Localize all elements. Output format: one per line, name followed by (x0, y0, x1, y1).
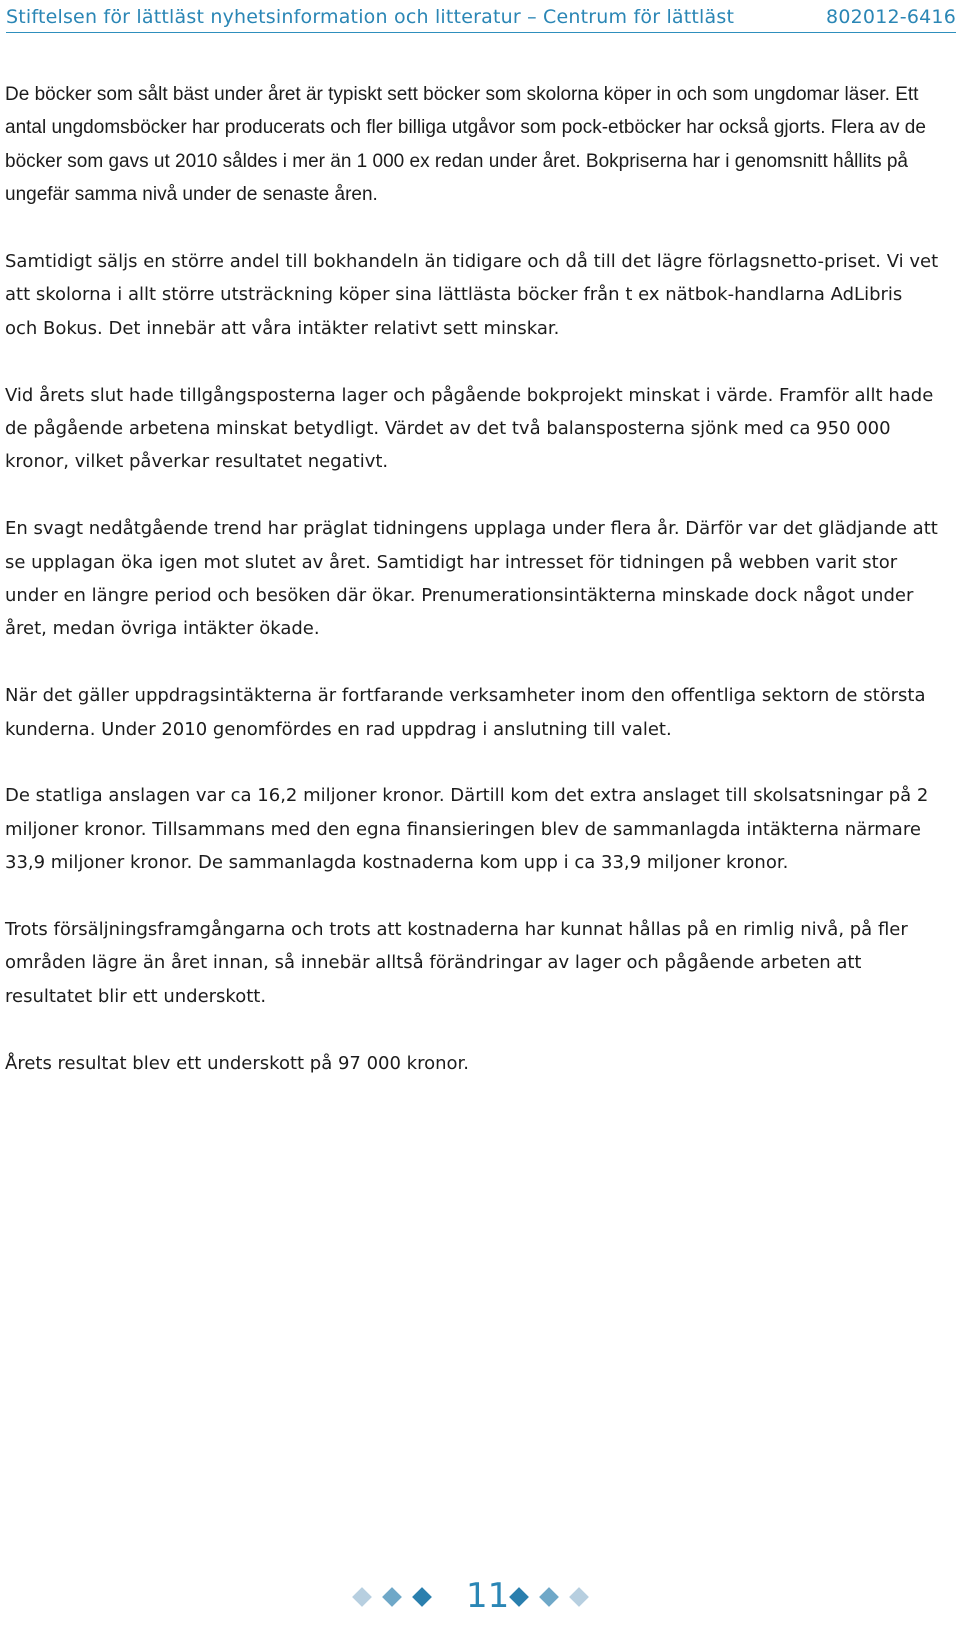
paragraph-grants: De statliga anslagen var ca 16,2 miljoner kronor. Därtill kom det extra anslaget till skolsatsningar på 2 miljoner kronor. Tillsammans med den egna finansieringen blev de sammanlagda intäkterna närmare 33,9 miljoner kronor. De sammanlagda kostnaderna kom upp i ca 33,9 miljoner kronor. (5, 785, 929, 874)
header-org-number: 802012-6416 (826, 6, 956, 28)
diamond-icon (412, 1587, 432, 1607)
paragraph-bookstore-sales: Samtidigt säljs en större andel till bokhandeln än tidigare och då till det lägre förlagsnetto-priset. Vi vet att skolorna i allt större utsträckning köper sina lättlästa böcker från t ex nätbok-handlarna AdLibris och Bokus. Det innebär att våra intäkter relativt sett minskar. (5, 251, 939, 339)
running-header (6, 2, 956, 33)
paragraph-bestsellers: De böcker som sålt bäst under året är typiskt sett böcker som skolorna köper in och som ungdomar läser. Ett antal ungdomsböcker har producerats och fler billiga utgåvor som pock-etböcker har också gjorts. Flera av de böcker som gavs ut 2010 såldes i mer än 1 000 ex redan under året. Bokpriserna har i genomsnitt hållits på ungefär samma nivå under de senaste åren. (5, 84, 926, 206)
paragraph-commission-income: När det gäller uppdragsintäkterna är fortfarande verksamheter inom den offentliga sektorn de största kunderna. Under 2010 genomfördes en rad uppdrag i anslutning till valet. (5, 685, 926, 740)
paragraph-assets: Vid årets slut hade tillgångsposterna lager och pågående bokprojekt minskat i värde. Framför allt hade de pågående arbetena minskat betydligt. Värdet av det två balansposterna sjönk med ca 950 000 kronor, vilket påverkar resultatet negativt. (5, 384, 934, 473)
diamond-icon (509, 1587, 529, 1607)
diamond-icon (569, 1587, 589, 1607)
diamond-icon (352, 1587, 372, 1607)
diamond-icon (539, 1587, 559, 1607)
paragraph-sales-success: Trots försäljningsframgångarna och trots att kostnaderna har kunnat hållas på en rimlig nivå, på fler områden lägre än året innan, så innebär alltså förändringar av lager och pågående arbeten att resultatet blir ett underskott. (5, 919, 908, 1007)
header-title: Stiftelsen för lättläst nyhetsinformation och litteratur – Centrum för lättläst (6, 6, 735, 28)
diamond-icon (382, 1587, 402, 1607)
paragraph-newspaper-circulation: En svagt nedåtgående trend har präglat tidningens upplaga under flera år. Därför var det glädjande att se upplagan öka igen mot slutet av året. Samtidigt har intresset för tidningen på webben varit stor under en längre period och besöken där ökar. Prenumerationsintäkterna minskade dock något under året, medan övriga intäkter ökade. (5, 518, 938, 640)
paragraph-annual-result: Årets resultat blev ett underskott på 97 000 kronor. (5, 1052, 470, 1074)
document-body (5, 78, 940, 1113)
page-number: 11 (466, 1576, 510, 1616)
